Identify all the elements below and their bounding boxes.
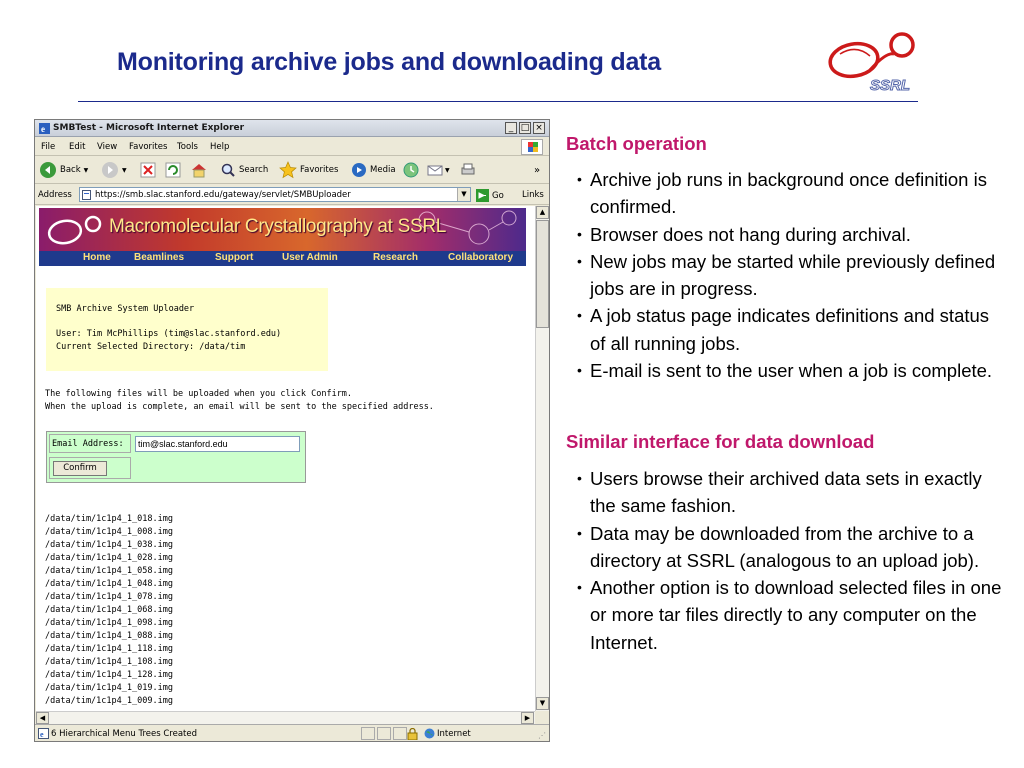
window-title: SMBTest - Microsoft Internet Explorer	[53, 123, 245, 133]
upload-notice-line1: The following files will be uploaded when you click Confirm.	[45, 389, 353, 399]
page-content	[36, 206, 535, 711]
refresh-icon	[165, 162, 181, 178]
banner-logo-icon	[45, 214, 103, 248]
media-label: Media	[370, 165, 396, 175]
bullet-icon: •	[577, 225, 582, 242]
forward-arrow-icon	[101, 161, 119, 179]
file-item: /data/tim/1c1p4_1_048.img	[45, 579, 173, 589]
email-label: Email Address:	[49, 434, 131, 453]
page-icon	[82, 190, 91, 200]
bullet-text: A job status page indicates definitions and status of all running jobs.	[590, 305, 990, 354]
batch-bullet-list	[577, 166, 1007, 384]
go-label: Go	[492, 190, 504, 201]
file-item: /data/tim/1c1p4_1_088.img	[45, 631, 173, 641]
file-list	[45, 513, 173, 708]
media-icon	[351, 162, 367, 178]
menu-edit[interactable]: Edit	[69, 142, 86, 152]
status-cell	[393, 727, 407, 740]
favorites-star-icon	[279, 161, 297, 179]
download-bullet-list	[577, 465, 1007, 656]
banner-title: Macromolecular Crystallography at SSRL	[109, 216, 447, 237]
history-button[interactable]	[403, 160, 419, 180]
list-item	[577, 248, 1007, 303]
menu-tools[interactable]: Tools	[177, 142, 198, 152]
back-button[interactable]	[39, 160, 88, 180]
list-item	[577, 574, 1007, 656]
file-item: /data/tim/1c1p4_1_098.img	[45, 618, 173, 628]
scroll-corner	[535, 711, 549, 724]
back-dropdown-icon[interactable]: ▼	[83, 166, 89, 174]
internet-globe-icon	[424, 728, 435, 739]
file-item: /data/tim/1c1p4_1_028.img	[45, 553, 173, 563]
file-item: /data/tim/1c1p4_1_008.img	[45, 527, 173, 537]
confirm-form	[46, 431, 306, 483]
confirm-cell	[49, 457, 131, 479]
bullet-text: Users browse their archived data sets in exactly the same fashion.	[590, 468, 982, 517]
mail-dropdown-icon[interactable]: ▼	[445, 166, 450, 174]
menu-view[interactable]: View	[97, 142, 118, 152]
bullet-text: New jobs may be started while previously defined jobs are in progress.	[590, 250, 996, 300]
bullet-text: Data may be downloaded from the archive to a directory at SSRL (analogous to an upload job).	[590, 522, 980, 571]
page-done-icon	[38, 728, 49, 739]
close-button[interactable]: ×	[533, 122, 545, 134]
site-nav	[39, 251, 526, 266]
mail-button[interactable]	[427, 160, 450, 180]
file-item: /data/tim/1c1p4_1_078.img	[45, 592, 173, 602]
title-divider	[78, 101, 918, 102]
print-button[interactable]	[460, 160, 476, 180]
lock-icon	[407, 728, 418, 740]
print-icon	[460, 162, 476, 178]
current-directory: Current Selected Directory: /data/tim	[56, 342, 246, 352]
upload-notice-line2: When the upload is complete, an email will be sent to the specified address.	[45, 402, 434, 412]
list-item	[577, 520, 1007, 575]
zone-label: Internet	[437, 729, 471, 739]
links-button[interactable]: Links	[522, 190, 544, 200]
status-cell	[377, 727, 391, 740]
back-arrow-icon	[39, 161, 57, 179]
mail-icon	[427, 162, 443, 178]
file-item: /data/tim/1c1p4_1_058.img	[45, 566, 173, 576]
confirm-button[interactable]: Confirm	[53, 461, 107, 476]
search-icon	[220, 162, 236, 178]
bullet-icon: •	[577, 579, 582, 596]
menu-file[interactable]: File	[41, 142, 56, 152]
bullet-icon: •	[577, 307, 582, 324]
forward-button[interactable]	[101, 160, 127, 180]
list-item	[577, 357, 1007, 384]
scroll-thumb[interactable]	[536, 220, 549, 328]
menu-help[interactable]: Help	[210, 142, 230, 152]
slide-title: Monitoring archive jobs and downloading data	[117, 48, 661, 76]
home-icon	[190, 162, 208, 178]
nav-user-admin[interactable]: User Admin	[282, 252, 338, 263]
file-item: /data/tim/1c1p4_1_128.img	[45, 670, 173, 680]
toolbar	[35, 156, 549, 184]
windows-flag-icon	[521, 139, 543, 155]
list-item	[577, 221, 1007, 248]
minimize-button[interactable]: _	[505, 122, 517, 134]
ie-logo-icon	[39, 123, 50, 134]
address-bar	[35, 185, 549, 205]
file-item: /data/tim/1c1p4_1_018.img	[45, 514, 173, 524]
status-bar	[35, 724, 549, 742]
bullet-icon: •	[577, 171, 582, 187]
address-input[interactable]	[79, 187, 471, 202]
address-url: https://smb.slac.stanford.edu/gateway/servlet/SMBUploader	[95, 190, 351, 200]
toolbar-overflow-icon[interactable]: »	[534, 164, 541, 176]
scroll-up-icon[interactable]: ▲	[536, 206, 549, 219]
bullet-text: E-mail is sent to the user when a job is complete.	[590, 360, 993, 382]
site-banner	[39, 208, 526, 266]
search-button[interactable]	[220, 160, 268, 180]
file-item: /data/tim/1c1p4_1_118.img	[45, 644, 173, 654]
list-item	[577, 302, 1007, 357]
user-info: User: Tim McPhillips (tim@slac.stanford.edu)	[56, 329, 282, 339]
media-button[interactable]	[351, 160, 396, 180]
uploader-title: SMB Archive System Uploader	[56, 304, 195, 314]
file-item: /data/tim/1c1p4_1_009.img	[45, 696, 173, 706]
bullet-icon: •	[577, 362, 582, 379]
history-icon	[403, 162, 419, 178]
svg-text:e: e	[40, 730, 44, 739]
vertical-scrollbar[interactable]	[535, 206, 549, 711]
scroll-right-icon[interactable]: ▶	[521, 712, 534, 724]
logo-text: SSRL	[870, 77, 911, 94]
horizontal-scrollbar[interactable]	[36, 711, 535, 724]
email-field[interactable]: tim@slac.stanford.edu	[135, 436, 300, 452]
svg-text:e: e	[41, 124, 45, 134]
list-item	[577, 465, 1007, 520]
address-label: Address	[38, 190, 72, 200]
go-button[interactable]	[476, 189, 504, 202]
nav-support[interactable]: Support	[215, 252, 254, 263]
nav-beamlines[interactable]: Beamlines	[134, 252, 185, 263]
favorites-label: Favorites	[300, 165, 339, 175]
file-item: /data/tim/1c1p4_1_068.img	[45, 605, 173, 615]
browser-window	[34, 119, 550, 742]
bullet-text: Browser does not hang during archival.	[590, 223, 911, 245]
go-arrow-icon	[476, 189, 489, 202]
stop-button[interactable]	[140, 160, 156, 180]
bullet-icon: •	[577, 252, 582, 269]
bullet-icon: •	[577, 524, 582, 541]
list-item	[577, 166, 1007, 221]
resize-grip-icon[interactable]: ⋰	[538, 731, 546, 740]
menu-bar	[35, 138, 549, 156]
menu-favorites[interactable]: Favorites	[129, 142, 168, 152]
search-label: Search	[239, 165, 269, 175]
uploader-info-box	[46, 288, 328, 371]
scroll-left-icon[interactable]: ◀	[36, 712, 49, 724]
file-item: /data/tim/1c1p4_1_038.img	[45, 540, 173, 550]
home-button[interactable]	[190, 160, 208, 180]
file-item: /data/tim/1c1p4_1_019.img	[45, 683, 173, 693]
bullet-text: Archive job runs in background once definition is confirmed.	[590, 169, 987, 218]
status-cell	[361, 727, 375, 740]
bullet-text: Another option is to download selected files in one or more tar files directly to any computer on the Internet.	[590, 577, 1002, 653]
favorites-button[interactable]	[279, 160, 338, 180]
file-item: /data/tim/1c1p4_1_108.img	[45, 657, 173, 667]
section-heading-download: Similar interface for data download	[566, 431, 875, 452]
address-dropdown-icon[interactable]: ▼	[457, 188, 470, 201]
forward-dropdown-icon[interactable]: ▼	[122, 166, 127, 174]
section-heading-batch: Batch operation	[566, 133, 707, 154]
nav-collaboratory[interactable]: Collaboratory	[448, 252, 514, 263]
bullet-icon: •	[577, 470, 582, 486]
stop-icon	[140, 162, 156, 178]
window-titlebar	[35, 120, 549, 137]
back-label: Back	[60, 165, 81, 175]
nav-research[interactable]: Research	[373, 252, 419, 263]
refresh-button[interactable]	[165, 160, 181, 180]
nav-home[interactable]: Home	[83, 252, 111, 263]
maximize-button[interactable]: □	[520, 123, 530, 133]
ssrl-logo	[826, 32, 926, 94]
scroll-down-icon[interactable]: ▼	[536, 697, 549, 710]
status-text: 6 Hierarchical Menu Trees Created	[51, 729, 197, 739]
